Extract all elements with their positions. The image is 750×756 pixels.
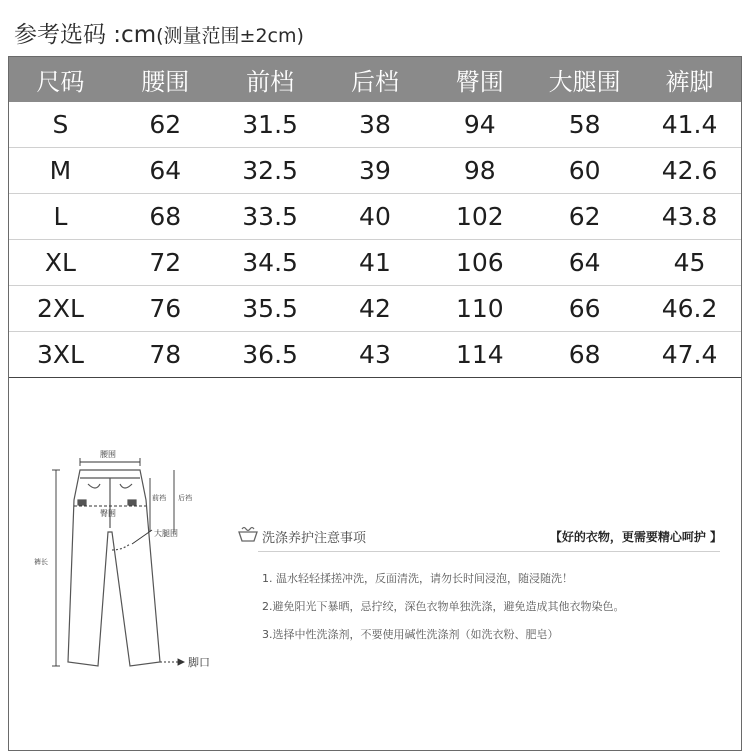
table-row <box>8 148 742 194</box>
care-header <box>232 520 722 550</box>
size-chart-table <box>8 56 742 378</box>
header-waist: 腰围 <box>113 56 218 102</box>
diagram-label-length: 裤长 <box>34 558 48 566</box>
table-cell: 41.4 <box>637 102 742 148</box>
header-hem: 裤脚 <box>637 56 742 102</box>
care-divider <box>258 551 720 552</box>
diagram-label-front-rise: 前裆 <box>152 494 166 502</box>
table-cell: 46.2 <box>637 286 742 332</box>
diagram-label-back-rise: 后裆 <box>178 494 192 502</box>
table-cell: 98 <box>427 148 532 194</box>
table-cell: 68 <box>113 194 218 240</box>
pants-measurement-diagram <box>28 440 228 690</box>
table-row <box>8 240 742 286</box>
care-list <box>262 572 625 656</box>
table-cell: 47.4 <box>637 332 742 378</box>
table-cell: 35.5 <box>218 286 323 332</box>
list-item: 2.避免阳光下暴晒，忌拧绞，深色衣物单独洗涤，避免造成其他衣物染色。 <box>262 600 625 613</box>
table-cell: M <box>8 148 113 194</box>
care-title: 洗涤养护注意事项 <box>262 531 367 546</box>
table-row <box>8 194 742 240</box>
table-cell: 62 <box>113 102 218 148</box>
diagram-label-hip: 臀围 <box>100 509 116 518</box>
table-cell: L <box>8 194 113 240</box>
left-pocket <box>88 484 100 488</box>
table-cell: 39 <box>323 148 428 194</box>
table-cell: 36.5 <box>218 332 323 378</box>
table-row <box>8 286 742 332</box>
table-cell: 110 <box>427 286 532 332</box>
table-cell: 41 <box>323 240 428 286</box>
pocket-rivet-left <box>78 500 86 505</box>
list-item: 1. 温水轻轻揉搓冲洗，反面清洗，请勿长时间浸泡，随浸随洗！ <box>262 572 573 585</box>
care-instructions <box>232 520 732 680</box>
table-cell: 64 <box>532 240 637 286</box>
table-cell: 2XL <box>8 286 113 332</box>
diagram-label-thigh: 大腿围 <box>154 529 178 538</box>
table-cell: 64 <box>113 148 218 194</box>
care-slogan: 【好的衣物，更需要精心呵护 】 <box>549 530 722 544</box>
table-cell: 31.5 <box>218 102 323 148</box>
table-cell: 78 <box>113 332 218 378</box>
table-row <box>8 332 742 378</box>
table-cell: 58 <box>532 102 637 148</box>
table-row <box>8 102 742 148</box>
table-cell: 94 <box>427 102 532 148</box>
diagram-label-hem: 脚口 <box>188 656 210 669</box>
header-back-rise: 后档 <box>323 56 428 102</box>
table-cell: 72 <box>113 240 218 286</box>
table-cell: 34.5 <box>218 240 323 286</box>
table-cell: 60 <box>532 148 637 194</box>
size-reference-title <box>14 16 304 49</box>
right-pocket <box>120 484 132 488</box>
table-cell: 33.5 <box>218 194 323 240</box>
pocket-rivet-right <box>128 500 136 505</box>
header-size: 尺码 <box>8 56 113 102</box>
table-cell: 32.5 <box>218 148 323 194</box>
table-cell: 43.8 <box>637 194 742 240</box>
table-cell: 45 <box>637 240 742 286</box>
header-hip: 臀围 <box>427 56 532 102</box>
table-cell: 114 <box>427 332 532 378</box>
title-note: (测量范围±2cm) <box>156 25 304 47</box>
table-cell: 102 <box>427 194 532 240</box>
washing-basin-icon <box>236 524 260 544</box>
table-cell: 38 <box>323 102 428 148</box>
title-main: 参考选码 :cm <box>14 22 157 48</box>
table-cell: 40 <box>323 194 428 240</box>
table-cell: 3XL <box>8 332 113 378</box>
table-cell: 42 <box>323 286 428 332</box>
pants-outline <box>68 470 160 666</box>
header-front-rise: 前档 <box>218 56 323 102</box>
table-cell: S <box>8 102 113 148</box>
table-cell: 62 <box>532 194 637 240</box>
table-cell: 43 <box>323 332 428 378</box>
table-cell: 68 <box>532 332 637 378</box>
table-cell: 106 <box>427 240 532 286</box>
table-header-row <box>8 56 742 102</box>
table-cell: 42.6 <box>637 148 742 194</box>
list-item: 3.选择中性洗涤剂，不要使用碱性洗涤剂（如洗衣粉、肥皂） <box>262 628 559 641</box>
diagram-label-waist: 腰围 <box>100 450 116 459</box>
header-thigh: 大腿围 <box>532 56 637 102</box>
table-cell: 66 <box>532 286 637 332</box>
table-cell: 76 <box>113 286 218 332</box>
table-cell: XL <box>8 240 113 286</box>
hem-arrow-icon <box>178 659 184 665</box>
